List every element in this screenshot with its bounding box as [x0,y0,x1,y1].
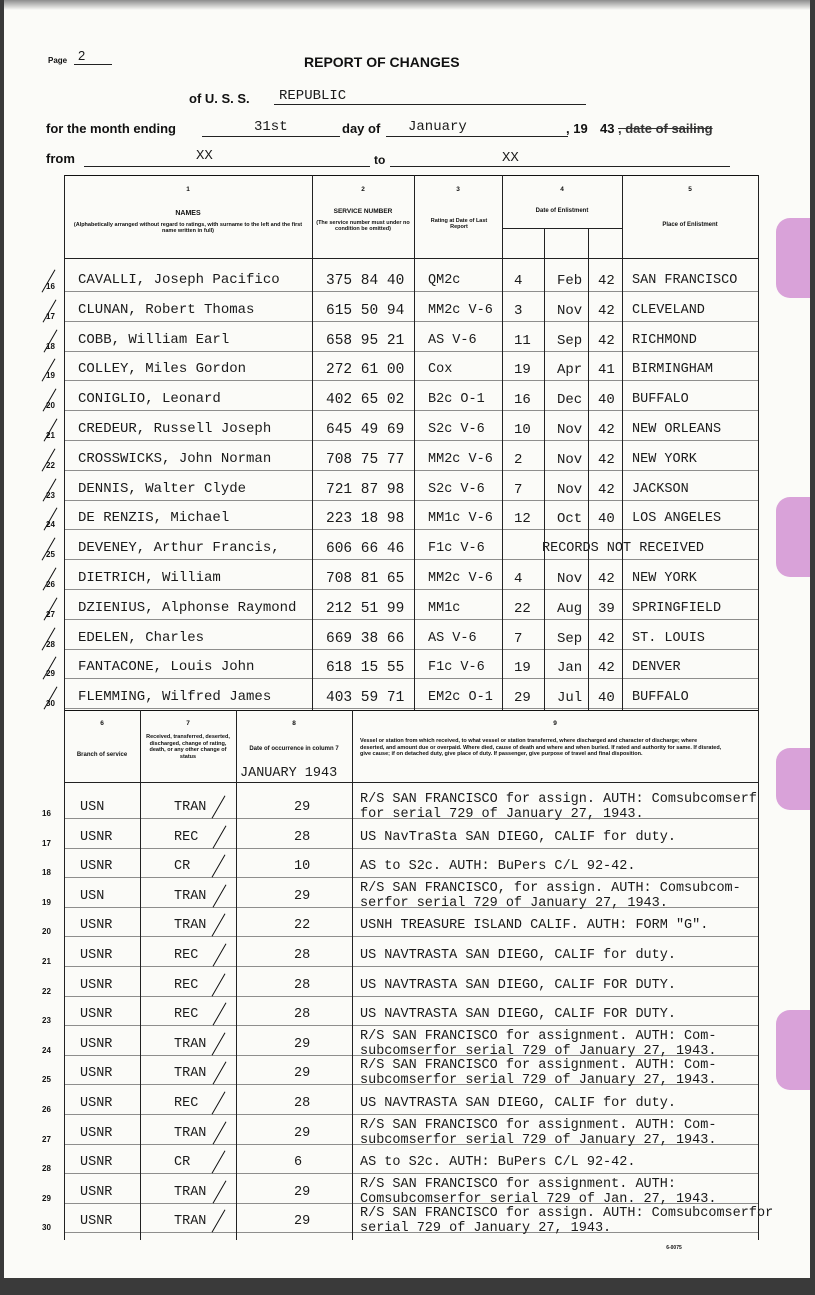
row-number: 21 [42,957,51,966]
service-number-cell: 669 38 66 [326,630,405,647]
branch-cell: USNR [80,829,113,845]
name-cell: CAVALLI, Joseph Pacifico [78,272,280,288]
row-divider [64,1232,758,1233]
check-mark [213,1121,227,1144]
enlist-month-cell: Jul [557,690,583,707]
date-cell: 28 [294,1096,311,1111]
status-cell: REC [174,1096,199,1111]
name-cell: DIETRICH, William [78,570,221,586]
check-mark [212,973,226,996]
enlist-month-cell: Apr [557,362,583,379]
from-value: XX [196,148,213,164]
enlist-place-cell: RICHMOND [632,332,697,348]
date-cell: 29 [294,1066,311,1082]
enlist-month-cell: Nov [557,302,583,319]
remarks-line: subcomserfor serial 729 of January 27, 1943. [360,1073,717,1089]
service-number-cell: 402 65 02 [326,392,405,409]
date-cell: 29 [294,1036,311,1052]
row-divider [64,936,758,937]
name-cell: CONIGLIO, Leonard [78,391,221,408]
col4-number: 4 [560,186,564,193]
document-page [4,0,810,1278]
enlist-day-cell: 11 [514,332,531,349]
enlist-month-cell: Nov [557,422,583,438]
enlist-day-cell: 19 [514,660,531,677]
row-divider [64,529,758,530]
name-cell: CROSSWICKS, John Norman [78,450,272,467]
rating-cell: MM1c [428,600,461,616]
enlist-month-cell: Sep [557,332,583,349]
row-number: 28 [46,639,55,649]
month-ending-label: for the month ending [46,121,176,136]
enlist-year-cell: 42 [598,630,615,647]
remarks-line: subcomserfor serial 729 of January 27, 1943. [360,1132,717,1148]
check-mark [212,1091,226,1114]
row-divider [64,678,758,679]
service-number-cell: 658 95 21 [326,332,405,349]
remarks-line: AS to S2c. AUTH: BuPers C/L 92-42. [360,1155,636,1171]
status-cell: TRAN [174,1125,207,1141]
service-number-cell: 272 61 00 [326,362,405,379]
row-divider [64,818,758,819]
enlist-day-cell: 2 [514,451,523,468]
branch-cell: USNR [80,859,113,875]
to-label: to [374,153,386,167]
col7-number: 7 [186,720,190,727]
row-number: 16 [42,809,51,818]
name-cell: COBB, William Earl [78,331,230,348]
binder-tab [776,497,810,577]
remarks-line: R/S SAN FRANCISCO for assignment. AUTH: Com- [360,1028,717,1044]
col1-title: NAMES [175,210,201,217]
year-prefix: , 19 [566,121,588,136]
date-cell: 28 [294,977,311,993]
col5-number: 5 [688,186,692,193]
enlist-place-cell: NEW ORLEANS [632,422,722,437]
enlist-place-cell: SAN FRANCISCO [632,273,738,288]
enlist-place-cell: BUFFALO [632,690,689,706]
name-cell: FLEMMING, Wilfred James [78,689,272,706]
enlist-day-cell: 12 [514,511,531,528]
branch-cell: USNR [80,1096,113,1111]
row-number: 16 [46,282,55,291]
remarks-line: US NAVTRASTA SAN DIEGO, CALIF for duty. [360,1096,676,1111]
row-number: 30 [46,699,55,709]
service-number-cell: 375 84 40 [326,273,405,289]
day-of-label: day of [342,121,381,136]
row-number: 18 [46,341,55,351]
row-number: 23 [42,1016,51,1026]
row-divider [64,996,758,997]
remarks-line: R/S SAN FRANCISCO for assignment. AUTH: Com- [360,1058,717,1074]
enlist-month-cell: Feb [557,273,583,289]
service-number-cell: 645 49 69 [326,422,405,438]
enlist-year-cell: 42 [598,273,615,289]
row-number: 17 [42,838,51,848]
records-note: RECORDS NOT RECEIVED [542,541,705,557]
date-cell: 22 [294,918,311,934]
row-number: 21 [46,431,55,440]
enlist-place-cell: SPRINGFIELD [632,600,722,616]
name-cell: CREDEUR, Russell Joseph [78,421,272,437]
name-cell: CLUNAN, Robert Thomas [78,301,255,318]
enlist-place-cell: CLEVELAND [632,302,705,318]
enlist-month-cell: Nov [557,451,583,468]
date-cell: 29 [294,888,311,904]
row-number: 20 [46,401,55,411]
row-divider [64,559,758,560]
remarks-line: AS to S2c. AUTH: BuPers C/L 92-42. [360,859,636,875]
status-cell: REC [174,829,199,845]
remarks-line: US NAVTRASTA SAN DIEGO, CALIF FOR DUTY. [360,1007,676,1023]
col5-title: Place of Enlistment [662,222,718,228]
date-cell: 29 [294,1125,311,1141]
date-cell: 29 [294,800,311,815]
branch-cell: USNR [80,1125,113,1141]
row-divider [64,380,758,381]
row-divider [64,500,758,501]
rating-cell: EM2c O-1 [428,690,493,706]
row-number: 22 [42,986,51,996]
col6-title: Branch of service [76,752,128,758]
row-divider [64,410,758,411]
enlist-day-cell: 29 [514,690,531,707]
enlist-month-cell: Oct [557,511,583,528]
enlist-day-cell: 22 [514,600,531,617]
branch-cell: USNR [80,918,113,934]
row-number: 28 [42,1164,51,1174]
check-mark [212,1151,226,1174]
row-number: 23 [46,490,55,500]
scan-edge [4,0,810,10]
rating-cell: MM1c V-6 [428,511,493,527]
enlist-day-cell: 7 [514,481,523,498]
status-cell: TRAN [174,888,207,904]
row-divider [64,966,758,967]
check-mark [213,1003,227,1026]
date-cell: 28 [294,948,311,963]
check-mark [212,855,226,878]
enlist-year-cell: 42 [598,422,615,438]
year-value: 43 [600,121,615,136]
row-divider [64,440,758,441]
branch-cell: USNR [80,1066,113,1082]
remarks-line: US NavTraSta SAN DIEGO, CALIF for duty. [360,829,676,845]
row-divider [64,848,758,849]
row-divider [64,1144,758,1145]
date-cell: 10 [294,859,311,875]
date-cell: 28 [294,829,311,845]
row-number: 24 [46,520,55,530]
col9-title: Vessel or station from which received, to what vessel or station transferred, where discharged and character of discharge; where deserted, and amount due or overpaid. Where died, cause of death and where and when buried. If rated and authority for same. If disrated, give cause; if on detached duty, give place of duty. If passenger, give purpose of travel and final disposition. [360,738,722,757]
enlist-place-cell: ST. LOUIS [632,630,705,646]
check-mark [213,1180,227,1203]
name-cell: DENNIS, Walter Clyde [78,480,247,497]
status-cell: CR [174,1155,191,1171]
check-mark [213,825,227,848]
col7-title: Received, transferred, deserted, discharged, change of rating, death, or any other change of status [146,734,230,760]
enlist-month-cell: Jan [557,660,583,677]
enlist-year-cell: 42 [598,660,615,677]
to-value: XX [502,150,519,166]
service-number-cell: 606 66 46 [326,541,405,558]
status-cell: TRAN [174,1184,207,1200]
of-uss-label: of U. S. S. [189,91,250,106]
enlist-year-cell: 42 [598,302,615,319]
branch-cell: USNR [80,1007,113,1023]
rating-cell: F1c V-6 [428,660,485,676]
row-number: 20 [42,927,51,937]
enlist-year-cell: 42 [598,481,615,498]
binder-tab [776,748,810,810]
row-divider [64,1025,758,1026]
row-number: 25 [42,1075,51,1085]
row-divider [64,649,758,650]
ship-name: REPUBLIC [279,88,347,104]
row-number: 22 [46,460,55,470]
row-number: 18 [42,868,51,878]
form-code: 6-0075 [666,1245,682,1251]
enlist-month-cell: Aug [557,600,583,617]
status-cell: REC [174,977,199,993]
col8-number: 8 [292,720,296,727]
name-cell: DEVENEY, Arthur Francis, [78,540,280,557]
rating-cell: AS V-6 [428,630,477,646]
row-number: 27 [46,609,55,619]
enlist-month-cell: Dec [557,392,583,409]
branch-cell: USNR [80,1036,113,1052]
name-cell: DE RENZIS, Michael [78,510,230,527]
remarks-line: US NAVTRASTA SAN DIEGO, CALIF for duty. [360,948,676,963]
col8-title: Date of occurrence in column 7 [249,746,339,752]
enlist-place-cell: JACKSON [632,481,689,497]
enlist-day-cell: 10 [514,422,531,438]
check-mark [213,1062,227,1085]
row-divider [64,907,758,908]
col2-subtitle: (The service number must under no condition be omitted) [316,220,410,232]
col1-subtitle: (Alphabetically arranged without regard to ratings, with surname to the left and the first name written in full) [73,222,303,234]
row-divider [64,1203,758,1204]
rating-cell: MM2c V-6 [428,302,493,318]
check-mark [212,795,226,818]
remarks-line: subcomserfor serial 729 of January 27, 1943. [360,1043,717,1059]
enlist-place-cell: NEW YORK [632,571,697,586]
row-number: 19 [42,897,51,907]
remarks-line: R/S SAN FRANCISCO for assign. AUTH: Comsubcomserfor [360,1206,774,1222]
month-value: January [408,119,467,135]
page-number: 2 [78,48,86,63]
remarks-line: serfor serial 729 of January 27, 1943. [360,895,668,911]
remarks-line: Comsubcomserfor serial 729 of Jan. 27, 1943. [360,1191,717,1207]
remarks-line: R/S SAN FRANCISCO, for assign. AUTH: Comsubcom- [360,880,741,896]
name-cell: EDELEN, Charles [78,629,205,646]
col3-number: 3 [456,186,460,193]
enlist-month-cell: Nov [557,571,583,587]
status-cell: REC [174,948,199,963]
check-mark [213,884,227,907]
enlist-day-cell: 16 [514,392,531,409]
from-label: from [46,151,75,166]
status-cell: TRAN [174,1036,207,1052]
row-number: 29 [42,1193,51,1203]
date-cell: 29 [294,1214,311,1230]
row-divider [64,877,758,878]
service-number-cell: 615 50 94 [326,302,405,319]
enlist-month-cell: Sep [557,630,583,647]
status-cell: TRAN [174,1066,207,1082]
enlist-year-cell: 39 [598,600,615,617]
day-value: 31st [254,119,288,135]
date-cell: 6 [294,1155,303,1171]
enlist-year-cell: 42 [598,332,615,349]
binder-tab [776,1010,810,1090]
col4-title: Date of Enlistment [535,208,589,214]
enlist-place-cell: LOS ANGELES [632,511,722,527]
col1-number: 1 [186,186,190,193]
service-number-cell: 223 18 98 [326,511,405,528]
remarks-line: USNH TREASURE ISLAND CALIF. AUTH: FORM "G". [360,918,709,934]
row-divider [64,1173,758,1174]
row-divider [64,321,758,322]
row-number: 30 [42,1223,51,1233]
date-cell: 28 [294,1007,311,1023]
branch-cell: USNR [80,1155,113,1171]
enlist-day-cell: 4 [514,571,523,587]
row-number: 26 [42,1105,51,1114]
enlist-month-cell: Nov [557,481,583,498]
row-number: 17 [46,311,55,321]
row-number: 24 [42,1045,51,1055]
row-divider [64,1055,758,1056]
binder-tab [776,218,810,298]
branch-cell: USNR [80,948,113,963]
enlist-place-cell: BUFFALO [632,392,689,408]
row-divider [64,351,758,352]
rating-cell: S2c V-6 [428,481,485,497]
row-divider [64,619,758,620]
check-mark [212,914,226,937]
status-cell: TRAN [174,918,207,934]
enlist-year-cell: 40 [598,690,615,707]
service-number-cell: 708 81 65 [326,571,405,587]
name-cell: FANTACONE, Louis John [78,659,255,676]
enlist-year-cell: 40 [598,511,615,528]
check-mark [212,1210,226,1233]
check-mark [212,1032,226,1055]
enlist-day-cell: 7 [514,630,523,647]
rating-cell: MM2c V-6 [428,571,493,586]
col6-number: 6 [100,720,104,727]
sailing-label: , date of sailing [618,121,713,136]
service-number-cell: 212 51 99 [326,600,405,617]
row-number: 29 [46,669,55,679]
row-number: 27 [42,1134,51,1144]
enlist-place-cell: NEW YORK [632,451,697,467]
check-mark [213,943,227,966]
row-divider [64,470,758,471]
remarks-line: US NAVTRASTA SAN DIEGO, CALIF FOR DUTY. [360,977,676,993]
rating-cell: QM2c [428,273,461,288]
page-label: Page [48,56,68,65]
enlist-day-cell: 19 [514,362,531,379]
page-title: REPORT OF CHANGES [304,54,460,70]
status-cell: TRAN [174,800,207,815]
rating-cell: Cox [428,362,453,378]
branch-cell: USNR [80,1214,113,1230]
service-number-cell: 721 87 98 [326,481,405,498]
row-divider [64,1084,758,1085]
rating-cell: S2c V-6 [428,422,485,437]
col9-number: 9 [553,720,557,727]
branch-cell: USN [80,888,105,904]
remarks-line: for serial 729 of January 27, 1943. [360,807,644,822]
remarks-line: R/S SAN FRANCISCO for assign. AUTH: Comsubcomserf [360,792,757,807]
enlist-year-cell: 42 [598,451,615,468]
status-cell: REC [174,1007,199,1023]
remarks-line: R/S SAN FRANCISCO for assignment. AUTH: Com- [360,1117,717,1133]
rating-cell: MM2c V-6 [428,451,493,467]
name-cell: COLLEY, Miles Gordon [78,361,247,378]
col2-title: SERVICE NUMBER [333,208,393,215]
row-divider [64,291,758,292]
row-number: 26 [46,580,55,589]
enlist-year-cell: 42 [598,571,615,587]
service-number-cell: 618 15 55 [326,660,405,677]
branch-cell: USN [80,800,105,815]
col3-title: Rating at Date of Last Report [430,218,488,230]
name-cell: DZIENIUS, Alphonse Raymond [78,599,297,616]
enlist-place-cell: BIRMINGHAM [632,362,714,378]
status-cell: TRAN [174,1214,207,1230]
enlist-place-cell: DENVER [632,660,681,676]
service-number-cell: 708 75 77 [326,451,405,468]
occurrence-month: JANUARY 1943 [240,766,338,781]
row-number: 25 [46,550,55,560]
row-divider [64,1114,758,1115]
status-cell: CR [174,859,191,875]
rating-cell: F1c V-6 [428,541,485,557]
col2-number: 2 [361,186,365,193]
branch-cell: USNR [80,1184,113,1200]
rating-cell: AS V-6 [428,332,477,348]
enlist-day-cell: 4 [514,273,523,289]
rating-cell: B2c O-1 [428,392,485,408]
date-cell: 29 [294,1184,311,1200]
row-divider [64,589,758,590]
enlist-day-cell: 3 [514,302,523,319]
service-number-cell: 403 59 71 [326,690,405,707]
enlist-year-cell: 40 [598,392,615,409]
remarks-line: R/S SAN FRANCISCO for assignment. AUTH: [360,1176,676,1192]
branch-cell: USNR [80,977,113,993]
remarks-line: serial 729 of January 27, 1943. [360,1221,612,1237]
row-number: 19 [46,371,55,381]
enlist-year-cell: 41 [598,362,615,379]
